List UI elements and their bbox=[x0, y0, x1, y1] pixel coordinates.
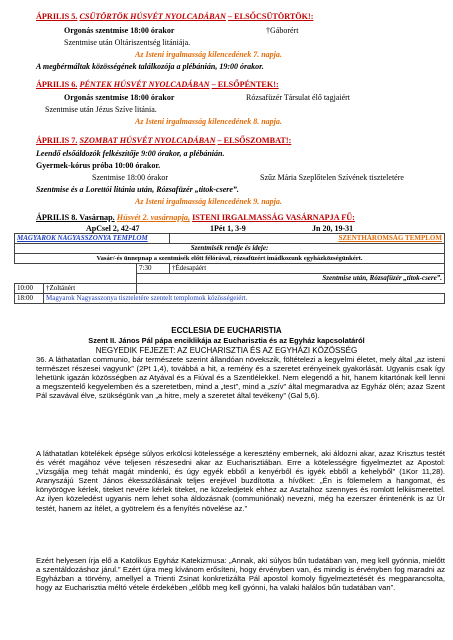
apr5-day: ÁPRILIS 5. bbox=[36, 12, 78, 21]
apr7-mass-note: Szűz Mária Szeplőtelen Szívének tiszteletére bbox=[260, 173, 404, 182]
apr8-reading-1: ApCsel 2, 42-47 bbox=[86, 224, 140, 233]
table-row bbox=[15, 294, 445, 304]
after-mass-cell: Szentmise után, Rózsafüzér „titok-csere”. bbox=[137, 274, 445, 284]
church-right-header: SZENTHÁROMSÁG TEMPLOM bbox=[170, 234, 445, 244]
table-row bbox=[15, 274, 445, 284]
article-paragraph-2: A láthatatlan kötelékek épsége súlyos erkölcsi kötelessége a keresztény embernek, aki áldozni akar, azaz Krisztus testét és vérét magához véve teljesen részesedni akar az Eucharisztiában. Erre a kötelességre figyelmeztet az Apostol: „Vizsgálja meg tehát magát mindenki, és úgy egyék ebből a kenyérből és igyék ebből a kehelyből” (1Kor 11,28). Aranyszájú Szent János ékesszólásának teljes erejével buzdította a hívőket: „Én is fölemelem a hangomat, és könyörögve kérlek, titeket nevére kérlek titeket, ne közeledjetek ehhez az Asztalhoz szennyes és romlott lelkiismerettel. Az ilyen közeledést ugyanis nem lehet soha áldozásnak (communiónak) nevezni, még ha ezerszer érintenénk is az Úr testét, hanem az ítélet, a gyötrelem és a fenyítés növelése az.” bbox=[36, 449, 445, 513]
schedule-order: Szentmisék rendje és ideje: bbox=[15, 244, 445, 254]
apr6-mass-note: Rózsafüzér Társulat élő tagjaiért bbox=[246, 93, 351, 102]
article-subtitle: Szent II. János Pál pápa enciklikája az Eucharisztia és az Egyház kapcsolatáról bbox=[88, 336, 365, 345]
apr7-heading bbox=[36, 136, 291, 145]
article-paragraph-1: 36. A láthatatlan communio, bár természete szerint állandóan növekszik, föltételezi a kegyelmi életet, mely által „az isteni természet részesei vagyunk” (2Pt 1,4), továbbá a hit, a remény és a szeretet erényeinek gyakorlását. Ugyanis csak így lehetünk igazán közösségben az Atyával és a Fiúval és a Szentlélekkel. Nem elegendő a hit, hanem kitartónak kell lenni a megszentelő kegyelemben és a szeretetben, mind a „test”, mind a „szív” által megmaradva az Egyház ölén; azaz Szent Pál szavával élve, szükségünk van „a hitre, mely a szeretet által tevékeny” (Gal 5,6). bbox=[36, 355, 445, 401]
table-row bbox=[15, 244, 445, 254]
church-left-header: MAGYAROK NAGYASSZONYA TEMPLOM bbox=[15, 234, 170, 244]
apr6-litany: Szentmise után Jézus Szíve litánia. bbox=[45, 105, 157, 114]
schedule-note: Vasár/-és ünnepnap a szentmisék előtt félórával, rózsafüzért imádkozunk egyházközségünkért. bbox=[15, 254, 445, 264]
article-paragraph-3: Ezért helyesen írja elő a Katolikus Egyház Katekizmusa: „Annak, aki súlyos bűn tudatában van, meg kell gyónnia, mielőtt a szentáldozáshoz járul.” Ezért újra meg kívánom erősíteni, hogy érvényben van, és mindig is érvényben fog maradni az Egyházban a törvény, amellyel a Trienti Zsinat konkretizálta Pál apostol komoly figyelmeztetését és megparancsolta, hogy az Eucharisztia méltó vétele érdekében „előbb meg kell gyónni, ha valaki halálos bűn tudatában van”. bbox=[36, 556, 445, 593]
apr7-day: ÁPRILIS 7. bbox=[36, 136, 78, 145]
time-cell: 18:00 bbox=[15, 294, 44, 304]
table-row bbox=[15, 254, 445, 264]
time-cell: 10:00 bbox=[15, 284, 44, 294]
apr8-heading bbox=[36, 213, 355, 222]
intention-cell: Magyarok Nagyasszonya tiszteletére szentelt templomok közösségeiért. bbox=[44, 294, 445, 304]
time-cell: 7:30 bbox=[137, 264, 170, 274]
mass-schedule-table bbox=[14, 233, 445, 304]
apr5-title: CSÜTÖRTÖK HÚSVÉT NYOLCADÁBAN bbox=[79, 12, 226, 21]
article-title: ECCLESIA DE EUCHARISTIA bbox=[171, 326, 282, 335]
apr8-feast: ISTENI IRGALMASSÁG VASÁRNAPJA FŰ: bbox=[192, 213, 355, 222]
apr7-litany: Szentmise és a Lorettói litánia után, Rózsafüzér „titok-csere”. bbox=[36, 185, 239, 194]
apr7-mass: Szentmise 18:00 órakor bbox=[92, 173, 168, 182]
apr5-suffix: – ELSŐCSÜTÖRTÖK!: bbox=[228, 12, 314, 21]
apr7-title: SZOMBAT HÚSVÉT NYOLCADÁBAN bbox=[79, 136, 216, 145]
apr5-novena: Az Isteni irgalmasság kilencedének 7. napja. bbox=[135, 50, 282, 59]
apr5-mass: Orgonás szentmise 18:00 órakor bbox=[64, 26, 175, 35]
apr6-mass: Orgonás szentmise 18:00 órakor bbox=[64, 93, 175, 102]
apr6-suffix: – ELSŐPÉNTEK!: bbox=[211, 80, 279, 89]
chapter-title: NEGYEDIK FEJEZET: AZ EUCHARISZTIA ÉS AZ EGYHÁZI KÖZÖSSÉG bbox=[95, 346, 358, 355]
apr7-novena: Az Isteni irgalmasság kilencedének 9. napja. bbox=[135, 197, 282, 206]
apr7-choir: Gyermek-kórus próba 10:00 órakor. bbox=[36, 161, 161, 170]
apr6-heading bbox=[36, 80, 279, 89]
apr7-suffix: – ELSŐSZOMBAT!: bbox=[217, 136, 292, 145]
apr8-reading-3: Jn 20, 19-31 bbox=[312, 224, 354, 233]
apr8-day: ÁPRILIS 8. Vasárnap. bbox=[36, 213, 115, 222]
intention-cell: †Zoltánért bbox=[44, 284, 137, 294]
apr8-title: Húsvét 2. vasárnapja, bbox=[116, 213, 191, 222]
apr6-day: ÁPRILIS 6. bbox=[36, 80, 78, 89]
table-row bbox=[15, 234, 445, 244]
apr6-title: PÉNTEK HÚSVÉT NYOLCADÁBAN bbox=[79, 80, 210, 89]
table-row bbox=[15, 264, 445, 274]
intention-cell: †Édesapáért bbox=[170, 264, 445, 274]
apr6-novena: Az Isteni irgalmasság kilencedének 8. napja. bbox=[135, 117, 282, 126]
apr8-reading-2: 1Pét 1, 3-9 bbox=[210, 224, 246, 233]
apr5-mass-note: †Gáborért bbox=[266, 26, 299, 35]
apr5-heading bbox=[36, 12, 313, 21]
table-row bbox=[15, 284, 445, 294]
apr5-litany: Szentmise után Oltáriszentség litániája. bbox=[64, 38, 191, 47]
apr7-prep: Leendő elsőáldozók felkészítője 9:00 órakor, a plébánián. bbox=[36, 149, 225, 158]
apr5-meeting: A megbérmáltak közösségének találkozója a plébánián, 19:00 órakor. bbox=[36, 62, 264, 71]
